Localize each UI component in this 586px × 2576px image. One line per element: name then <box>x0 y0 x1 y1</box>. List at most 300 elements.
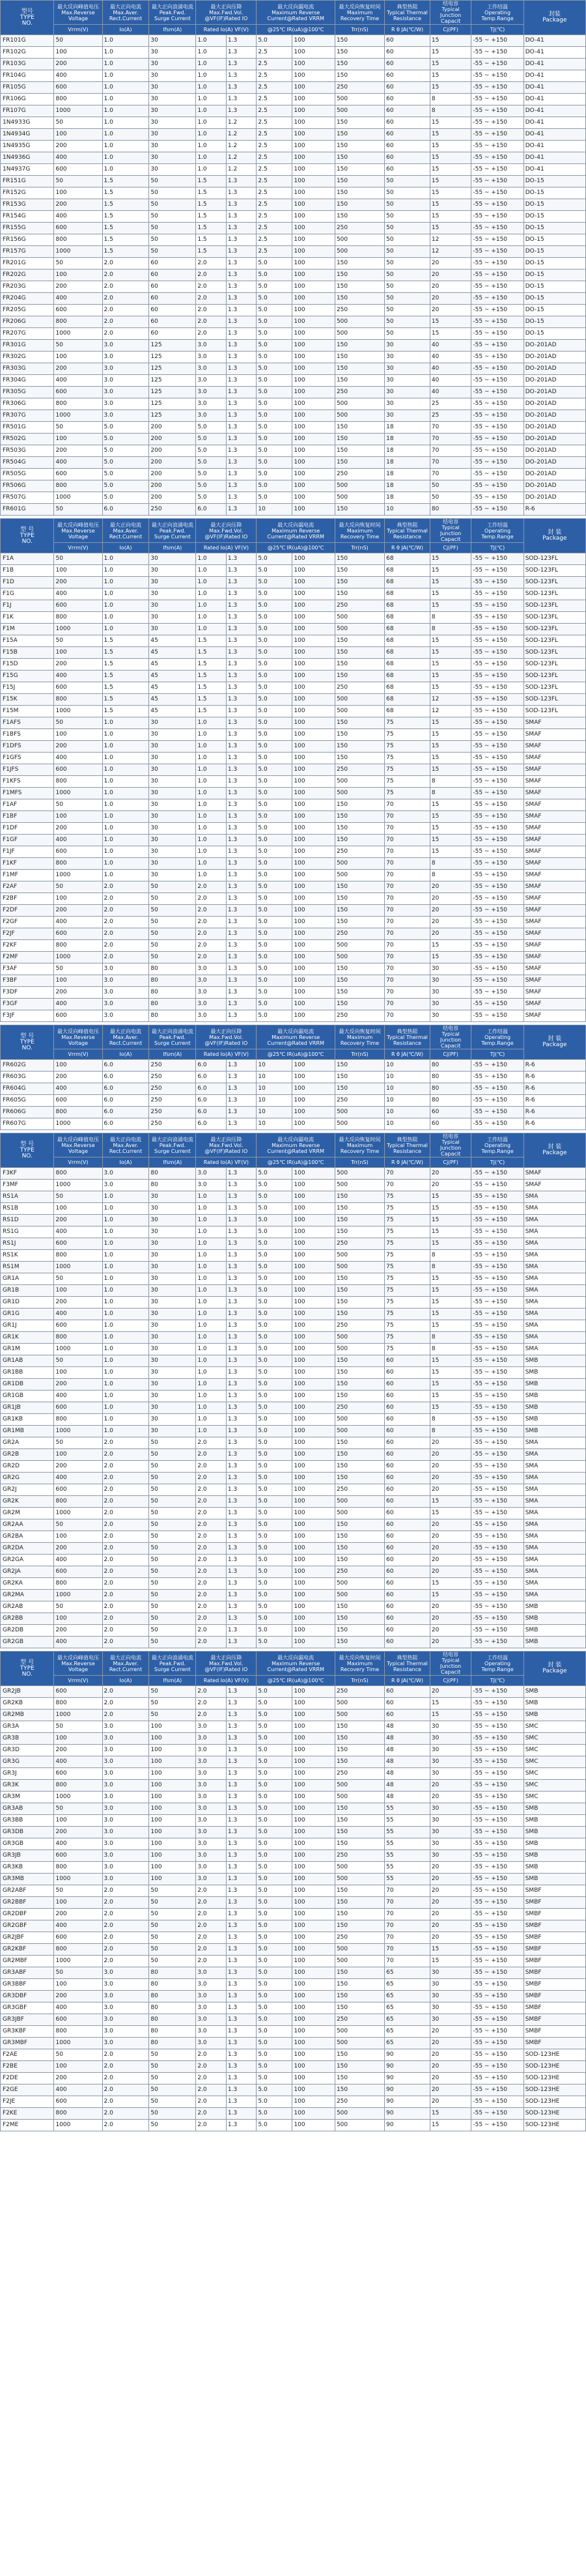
header-line: 最大反向恢复时间 <box>339 1654 381 1661</box>
table-cell: 600 <box>54 928 102 940</box>
table-cell: 1.0 <box>196 1402 227 1414</box>
table-cell: 600 <box>54 1320 102 1332</box>
table-cell: 50 <box>149 1897 196 1909</box>
table-cell: 250 <box>335 387 384 398</box>
table-cell: 2.0 <box>102 1920 149 1932</box>
table-cell: 5.0 <box>257 741 292 753</box>
table-row <box>1 741 586 753</box>
header-ifsm <box>149 1133 196 1157</box>
part-number-cell: GR3BBF <box>1 1979 54 1991</box>
table-cell: SMAF <box>523 987 585 999</box>
table-cell: SMAF <box>523 753 585 764</box>
table-cell: 65 <box>385 1967 430 1979</box>
table-cell: 5.0 <box>257 375 292 387</box>
table-cell: 100 <box>292 1803 335 1815</box>
header-line: Surge Current <box>154 15 191 21</box>
table-cell: 2.0 <box>196 1920 227 1932</box>
table-cell: 2.0 <box>102 1543 149 1555</box>
part-number-cell: 1N4937G <box>1 164 54 176</box>
header-ifsm <box>149 1652 196 1676</box>
table-cell: 1.2 <box>226 117 257 129</box>
table-cell: -55 ~ +150 <box>471 1710 523 1721</box>
table-cell: 15 <box>430 1191 471 1203</box>
header-type <box>1 519 54 553</box>
table-cell: 5.0 <box>257 35 292 47</box>
table-cell: 5.0 <box>196 422 227 434</box>
table-cell: 400 <box>54 152 102 164</box>
table-cell: 50 <box>149 881 196 893</box>
header-line: 典型热阻 <box>397 1028 418 1034</box>
header-line: 最大正向电流 <box>109 1136 141 1143</box>
header-line: 封 装 <box>548 1144 562 1150</box>
part-number-cell: 1N4934G <box>1 129 54 141</box>
table-cell: -55 ~ +150 <box>471 1613 523 1625</box>
part-number-cell: FR501G <box>1 422 54 434</box>
table-cell: 3.0 <box>196 387 227 398</box>
table-cell: 1.3 <box>226 387 257 398</box>
table-cell: 150 <box>335 671 384 682</box>
table-cell: 75 <box>385 1191 430 1203</box>
table-row <box>1 671 586 682</box>
table-cell: 200 <box>149 434 196 445</box>
table-cell: 5.0 <box>257 1733 292 1745</box>
table-cell: 60 <box>385 1414 430 1426</box>
table-cell: 50 <box>149 1909 196 1920</box>
table-cell: 500 <box>335 776 384 788</box>
table-cell: 3.0 <box>102 963 149 975</box>
table-cell: 3.0 <box>102 1850 149 1862</box>
table-cell: SMA <box>523 1262 585 1273</box>
table-row <box>1 328 586 340</box>
header-vrrm <box>54 519 102 543</box>
table-row <box>1 2108 586 2120</box>
table-cell: -55 ~ +150 <box>471 1414 523 1426</box>
header-io <box>102 519 149 543</box>
table-cell: 600 <box>54 1238 102 1250</box>
table-cell: 70 <box>385 987 430 999</box>
table-cell: 3.0 <box>102 2038 149 2049</box>
header-io <box>102 1 149 25</box>
table-cell: SOD-123HE <box>523 2061 585 2073</box>
table-cell: 1.0 <box>102 141 149 152</box>
header-rth <box>385 1025 430 1049</box>
table-cell: 50 <box>385 187 430 199</box>
table-cell: 30 <box>149 1320 196 1332</box>
table-cell: 30 <box>149 753 196 764</box>
table-cell: 1.0 <box>102 553 149 565</box>
table-cell: 1.0 <box>196 70 227 82</box>
part-number-cell: GR3GB <box>1 1838 54 1850</box>
table-cell: 2.0 <box>102 1613 149 1625</box>
table-cell: 68 <box>385 671 430 682</box>
table-cell: 5.0 <box>102 434 149 445</box>
table-cell: 3.0 <box>196 363 227 375</box>
table-cell: -55 ~ +150 <box>471 577 523 589</box>
table-cell: -55 ~ +150 <box>471 2014 523 2026</box>
table-cell: 2.0 <box>196 1637 227 1648</box>
table-cell: SOD-123FL <box>523 706 585 717</box>
table-cell: 30 <box>430 1721 471 1733</box>
table-cell: 5.0 <box>257 2038 292 2049</box>
table-cell: 800 <box>54 398 102 410</box>
table-cell: 1.0 <box>196 94 227 105</box>
table-cell: 100 <box>292 577 335 589</box>
table-cell: 2.0 <box>196 2120 227 2131</box>
table-cell: 48 <box>385 1780 430 1792</box>
table-cell: 125 <box>149 363 196 375</box>
table-cell: 20 <box>430 1637 471 1648</box>
table-cell: -55 ~ +150 <box>471 1449 523 1461</box>
table-cell: 3.0 <box>196 1768 227 1780</box>
table-cell: 100 <box>149 1862 196 1874</box>
table-cell: 20 <box>430 1885 471 1897</box>
table-cell: 400 <box>54 1083 102 1095</box>
header-line: 结电容 <box>443 519 459 525</box>
header-line: Recovery Time <box>340 15 380 21</box>
table-cell: 500 <box>335 1710 384 1721</box>
table-cell: 1.5 <box>102 176 149 187</box>
table-cell: SMAF <box>523 823 585 835</box>
table-cell: 5.0 <box>257 1768 292 1780</box>
table-cell: 150 <box>335 1461 384 1473</box>
table-cell: 1.3 <box>226 1508 257 1519</box>
table-cell: 45 <box>149 635 196 647</box>
table-cell: 50 <box>430 492 471 504</box>
table-cell: 68 <box>385 706 430 717</box>
table-cell: SOD-123FL <box>523 671 585 682</box>
table-cell: 1.3 <box>226 1072 257 1083</box>
table-cell: -55 ~ +150 <box>471 612 523 624</box>
table-cell: 1.0 <box>102 577 149 589</box>
table-cell: 1.0 <box>196 600 227 612</box>
table-cell: 100 <box>292 352 335 363</box>
header-line: Recovery Time <box>340 1666 380 1672</box>
table-row <box>1 1072 586 1083</box>
table-cell: 15 <box>430 328 471 340</box>
table-cell: 1.0 <box>102 753 149 764</box>
table-cell: 500 <box>335 1862 384 1874</box>
table-cell: 500 <box>335 1344 384 1355</box>
table-cell: -55 ~ +150 <box>471 1519 523 1531</box>
table-cell: 1000 <box>54 328 102 340</box>
header-line: Max.Fwd.Vol. <box>209 1034 244 1040</box>
header-line: 封 装 <box>548 1662 562 1669</box>
table-cell: 1000 <box>54 1508 102 1519</box>
table-cell: 100 <box>292 1285 335 1297</box>
table-cell: 30 <box>385 410 430 422</box>
header-line: Voltage <box>68 1148 88 1154</box>
table-row <box>1 975 586 987</box>
table-cell: 60 <box>385 1543 430 1555</box>
table-cell: 2.0 <box>196 1519 227 1531</box>
table-cell: 150 <box>335 999 384 1010</box>
table-cell: SMB <box>523 1414 585 1426</box>
table-cell: 60 <box>385 82 430 94</box>
table-cell: 800 <box>54 1578 102 1590</box>
table-cell: 100 <box>292 1010 335 1022</box>
table-cell: 100 <box>292 553 335 565</box>
table-cell: SOD-123HE <box>523 2108 585 2120</box>
table-row <box>1 1768 586 1780</box>
table-cell: 1.0 <box>102 129 149 141</box>
table-cell: 800 <box>54 480 102 492</box>
table-cell: 100 <box>292 281 335 293</box>
table-cell: 100 <box>54 1979 102 1991</box>
table-cell: 1.3 <box>226 1426 257 1437</box>
table-cell: 50 <box>385 246 430 258</box>
table-cell: 50 <box>149 2096 196 2108</box>
unit-ir: @25℃ IR(uA)@100℃ <box>257 1676 335 1686</box>
table-cell: SMB <box>523 1637 585 1648</box>
table-cell: 800 <box>54 1414 102 1426</box>
table-cell: 5.0 <box>257 624 292 635</box>
table-cell: 1.3 <box>226 1698 257 1710</box>
table-cell: 1.3 <box>226 1932 257 1944</box>
table-cell: 5.0 <box>257 1827 292 1838</box>
table-cell: DO-15 <box>523 281 585 293</box>
table-cell: 50 <box>149 905 196 917</box>
table-cell: SMA <box>523 1226 585 1238</box>
table-cell: 2.0 <box>102 881 149 893</box>
table-cell: 60 <box>385 1391 430 1402</box>
table-cell: -55 ~ +150 <box>471 1827 523 1838</box>
header-line: 最大反向漏电流 <box>277 1136 314 1143</box>
table-cell: 100 <box>292 1473 335 1484</box>
table-row <box>1 2049 586 2061</box>
table-cell: 600 <box>54 305 102 316</box>
table-cell: 60 <box>385 164 430 176</box>
table-cell: 68 <box>385 635 430 647</box>
table-cell: SMB <box>523 1367 585 1379</box>
table-cell: 50 <box>149 1956 196 1967</box>
table-cell: 5.0 <box>257 1710 292 1721</box>
table-cell: SMB <box>523 1686 585 1698</box>
table-cell: 20 <box>430 1625 471 1637</box>
table-cell: 80 <box>430 1072 471 1083</box>
table-cell: 5.0 <box>257 1555 292 1566</box>
table-cell: SMBF <box>523 1991 585 2002</box>
table-cell: 3.0 <box>196 1827 227 1838</box>
table-cell: 2.0 <box>102 258 149 270</box>
table-row <box>1 2038 586 2049</box>
table-cell: SMB <box>523 1426 585 1437</box>
table-cell: 1.3 <box>226 1402 257 1414</box>
part-number-cell: F3GF <box>1 999 54 1010</box>
table-cell: SMA <box>523 1461 585 1473</box>
table-cell: 5.0 <box>257 799 292 811</box>
table-cell: SMBF <box>523 1897 585 1909</box>
table-cell: SMB <box>523 1402 585 1414</box>
table-cell: 500 <box>335 234 384 246</box>
table-cell: 1.0 <box>102 117 149 129</box>
table-cell: 500 <box>335 624 384 635</box>
table-cell: 60 <box>385 59 430 70</box>
table-cell: 10 <box>257 1107 292 1118</box>
table-row <box>1 94 586 105</box>
table-row <box>1 152 586 164</box>
table-row <box>1 35 586 47</box>
table-cell: 400 <box>54 1838 102 1850</box>
part-number-cell: GR2A <box>1 1437 54 1449</box>
table-cell: 1.3 <box>226 788 257 799</box>
table-cell: -55 ~ +150 <box>471 1203 523 1215</box>
table-cell: 2.0 <box>196 1449 227 1461</box>
table-cell: 70 <box>385 835 430 846</box>
header-line: Operating <box>484 1142 511 1148</box>
table-cell: 1000 <box>54 870 102 881</box>
table-cell: 3.0 <box>196 352 227 363</box>
table-cell: 6.0 <box>196 1083 227 1095</box>
table-cell: 1000 <box>54 105 102 117</box>
spec-table-block <box>0 1133 586 1648</box>
table-cell: 100 <box>149 1733 196 1745</box>
part-number-cell: F1DF <box>1 823 54 835</box>
table-cell: 100 <box>292 1601 335 1613</box>
table-cell: 500 <box>335 1332 384 1344</box>
table-cell: 3.0 <box>102 398 149 410</box>
header-line: Voltage <box>68 15 88 21</box>
table-cell: DO-15 <box>523 316 585 328</box>
table-cell: 2.5 <box>257 70 292 82</box>
table-cell: R-6 <box>523 1072 585 1083</box>
table-cell: 600 <box>54 846 102 858</box>
table-cell: 2.0 <box>196 1897 227 1909</box>
table-cell: SMBF <box>523 2002 585 2014</box>
table-cell: -55 ~ +150 <box>471 1095 523 1107</box>
table-cell: 100 <box>292 340 335 352</box>
header-line: Typical Junction <box>440 1031 462 1043</box>
part-number-cell: FR153G <box>1 199 54 211</box>
table-cell: 1.0 <box>102 164 149 176</box>
table-cell: 80 <box>149 975 196 987</box>
table-cell: SMBF <box>523 1944 585 1956</box>
table-cell: 5.0 <box>257 1473 292 1484</box>
table-cell: 60 <box>385 1590 430 1601</box>
table-cell: 5.0 <box>257 469 292 480</box>
table-cell: 8 <box>430 1262 471 1273</box>
table-cell: -55 ~ +150 <box>471 1932 523 1944</box>
table-cell: 2.0 <box>102 1473 149 1484</box>
part-number-cell: F1GF <box>1 835 54 846</box>
table-cell: -55 ~ +150 <box>471 835 523 846</box>
table-cell: 200 <box>54 2073 102 2084</box>
table-row <box>1 1320 586 1332</box>
table-cell: -55 ~ +150 <box>471 1437 523 1449</box>
table-cell: 100 <box>292 504 335 516</box>
table-cell: 100 <box>292 717 335 729</box>
part-number-cell: RS1K <box>1 1250 54 1262</box>
table-cell: 70 <box>385 940 430 952</box>
table-cell: 20 <box>430 1897 471 1909</box>
table-cell: 5.0 <box>257 1449 292 1461</box>
table-cell: 150 <box>335 1733 384 1745</box>
table-row <box>1 1238 586 1250</box>
table-cell: 100 <box>292 1555 335 1566</box>
table-cell: 1.0 <box>102 1273 149 1285</box>
table-cell: -55 ~ +150 <box>471 717 523 729</box>
table-cell: 500 <box>335 2026 384 2038</box>
table-cell: 200 <box>149 469 196 480</box>
part-number-cell: 1N4935G <box>1 141 54 152</box>
table-cell: -55 ~ +150 <box>471 1874 523 1885</box>
part-number-cell: FR605G <box>1 1095 54 1107</box>
table-cell: 70 <box>385 952 430 963</box>
table-cell: 5.0 <box>102 469 149 480</box>
table-cell: 100 <box>292 164 335 176</box>
table-cell: 6.0 <box>102 504 149 516</box>
table-row <box>1 776 586 788</box>
table-cell: 3.0 <box>196 410 227 422</box>
table-cell: 150 <box>335 1909 384 1920</box>
table-cell: 2.0 <box>196 881 227 893</box>
table-cell: 20 <box>430 270 471 281</box>
table-cell: 1.0 <box>196 105 227 117</box>
table-cell: 600 <box>54 600 102 612</box>
table-cell: 150 <box>335 1309 384 1320</box>
table-row <box>1 340 586 352</box>
table-cell: 1.0 <box>102 858 149 870</box>
table-cell: SMC <box>523 1745 585 1756</box>
table-cell: 50 <box>149 2120 196 2131</box>
table-cell: -55 ~ +150 <box>471 352 523 363</box>
table-cell: 1.0 <box>102 1320 149 1332</box>
header-row <box>1 1025 586 1049</box>
table-cell: 3.0 <box>102 1168 149 1180</box>
table-cell: 3.0 <box>196 1733 227 1745</box>
table-cell: 1.3 <box>226 717 257 729</box>
table-cell: 70 <box>385 1944 430 1956</box>
table-cell: -55 ~ +150 <box>471 1118 523 1130</box>
table-cell: 500 <box>335 1118 384 1130</box>
table-cell: -55 ~ +150 <box>471 2061 523 2073</box>
part-number-cell: FR507G <box>1 492 54 504</box>
part-number-cell: F3MF <box>1 1180 54 1191</box>
table-cell: 1.0 <box>102 59 149 70</box>
table-cell: 100 <box>292 647 335 659</box>
table-cell: 6.0 <box>102 1083 149 1095</box>
table-cell: 80 <box>149 1991 196 2002</box>
table-cell: 5.0 <box>257 1355 292 1367</box>
table-cell: 1.3 <box>226 2038 257 2049</box>
table-cell: 20 <box>430 2049 471 2061</box>
header-line: 型 号 <box>20 1141 35 1148</box>
table-cell: 2.5 <box>257 47 292 59</box>
header-line: Maximum <box>346 527 373 534</box>
table-cell: 400 <box>54 70 102 82</box>
table-cell: 15 <box>430 316 471 328</box>
table-cell: 15 <box>430 741 471 753</box>
table-cell: 60 <box>385 1402 430 1414</box>
table-cell: 100 <box>54 729 102 741</box>
table-cell: -55 ~ +150 <box>471 316 523 328</box>
table-cell: 500 <box>335 1508 384 1519</box>
table-cell: 75 <box>385 764 430 776</box>
table-row <box>1 1180 586 1191</box>
table-cell: 70 <box>385 905 430 917</box>
table-row <box>1 1226 586 1238</box>
part-number-cell: GR2KB <box>1 1698 54 1710</box>
table-cell: 5.0 <box>257 788 292 799</box>
table-cell: 1.3 <box>226 1473 257 1484</box>
spec-table-block <box>0 1025 586 1130</box>
table-cell: 100 <box>292 316 335 328</box>
table-cell: 1.3 <box>226 987 257 999</box>
table-row <box>1 1107 586 1118</box>
table-cell: SMA <box>523 1555 585 1566</box>
table-cell: 2.0 <box>102 2120 149 2131</box>
table-cell: DO-15 <box>523 234 585 246</box>
table-cell: 5.0 <box>257 492 292 504</box>
